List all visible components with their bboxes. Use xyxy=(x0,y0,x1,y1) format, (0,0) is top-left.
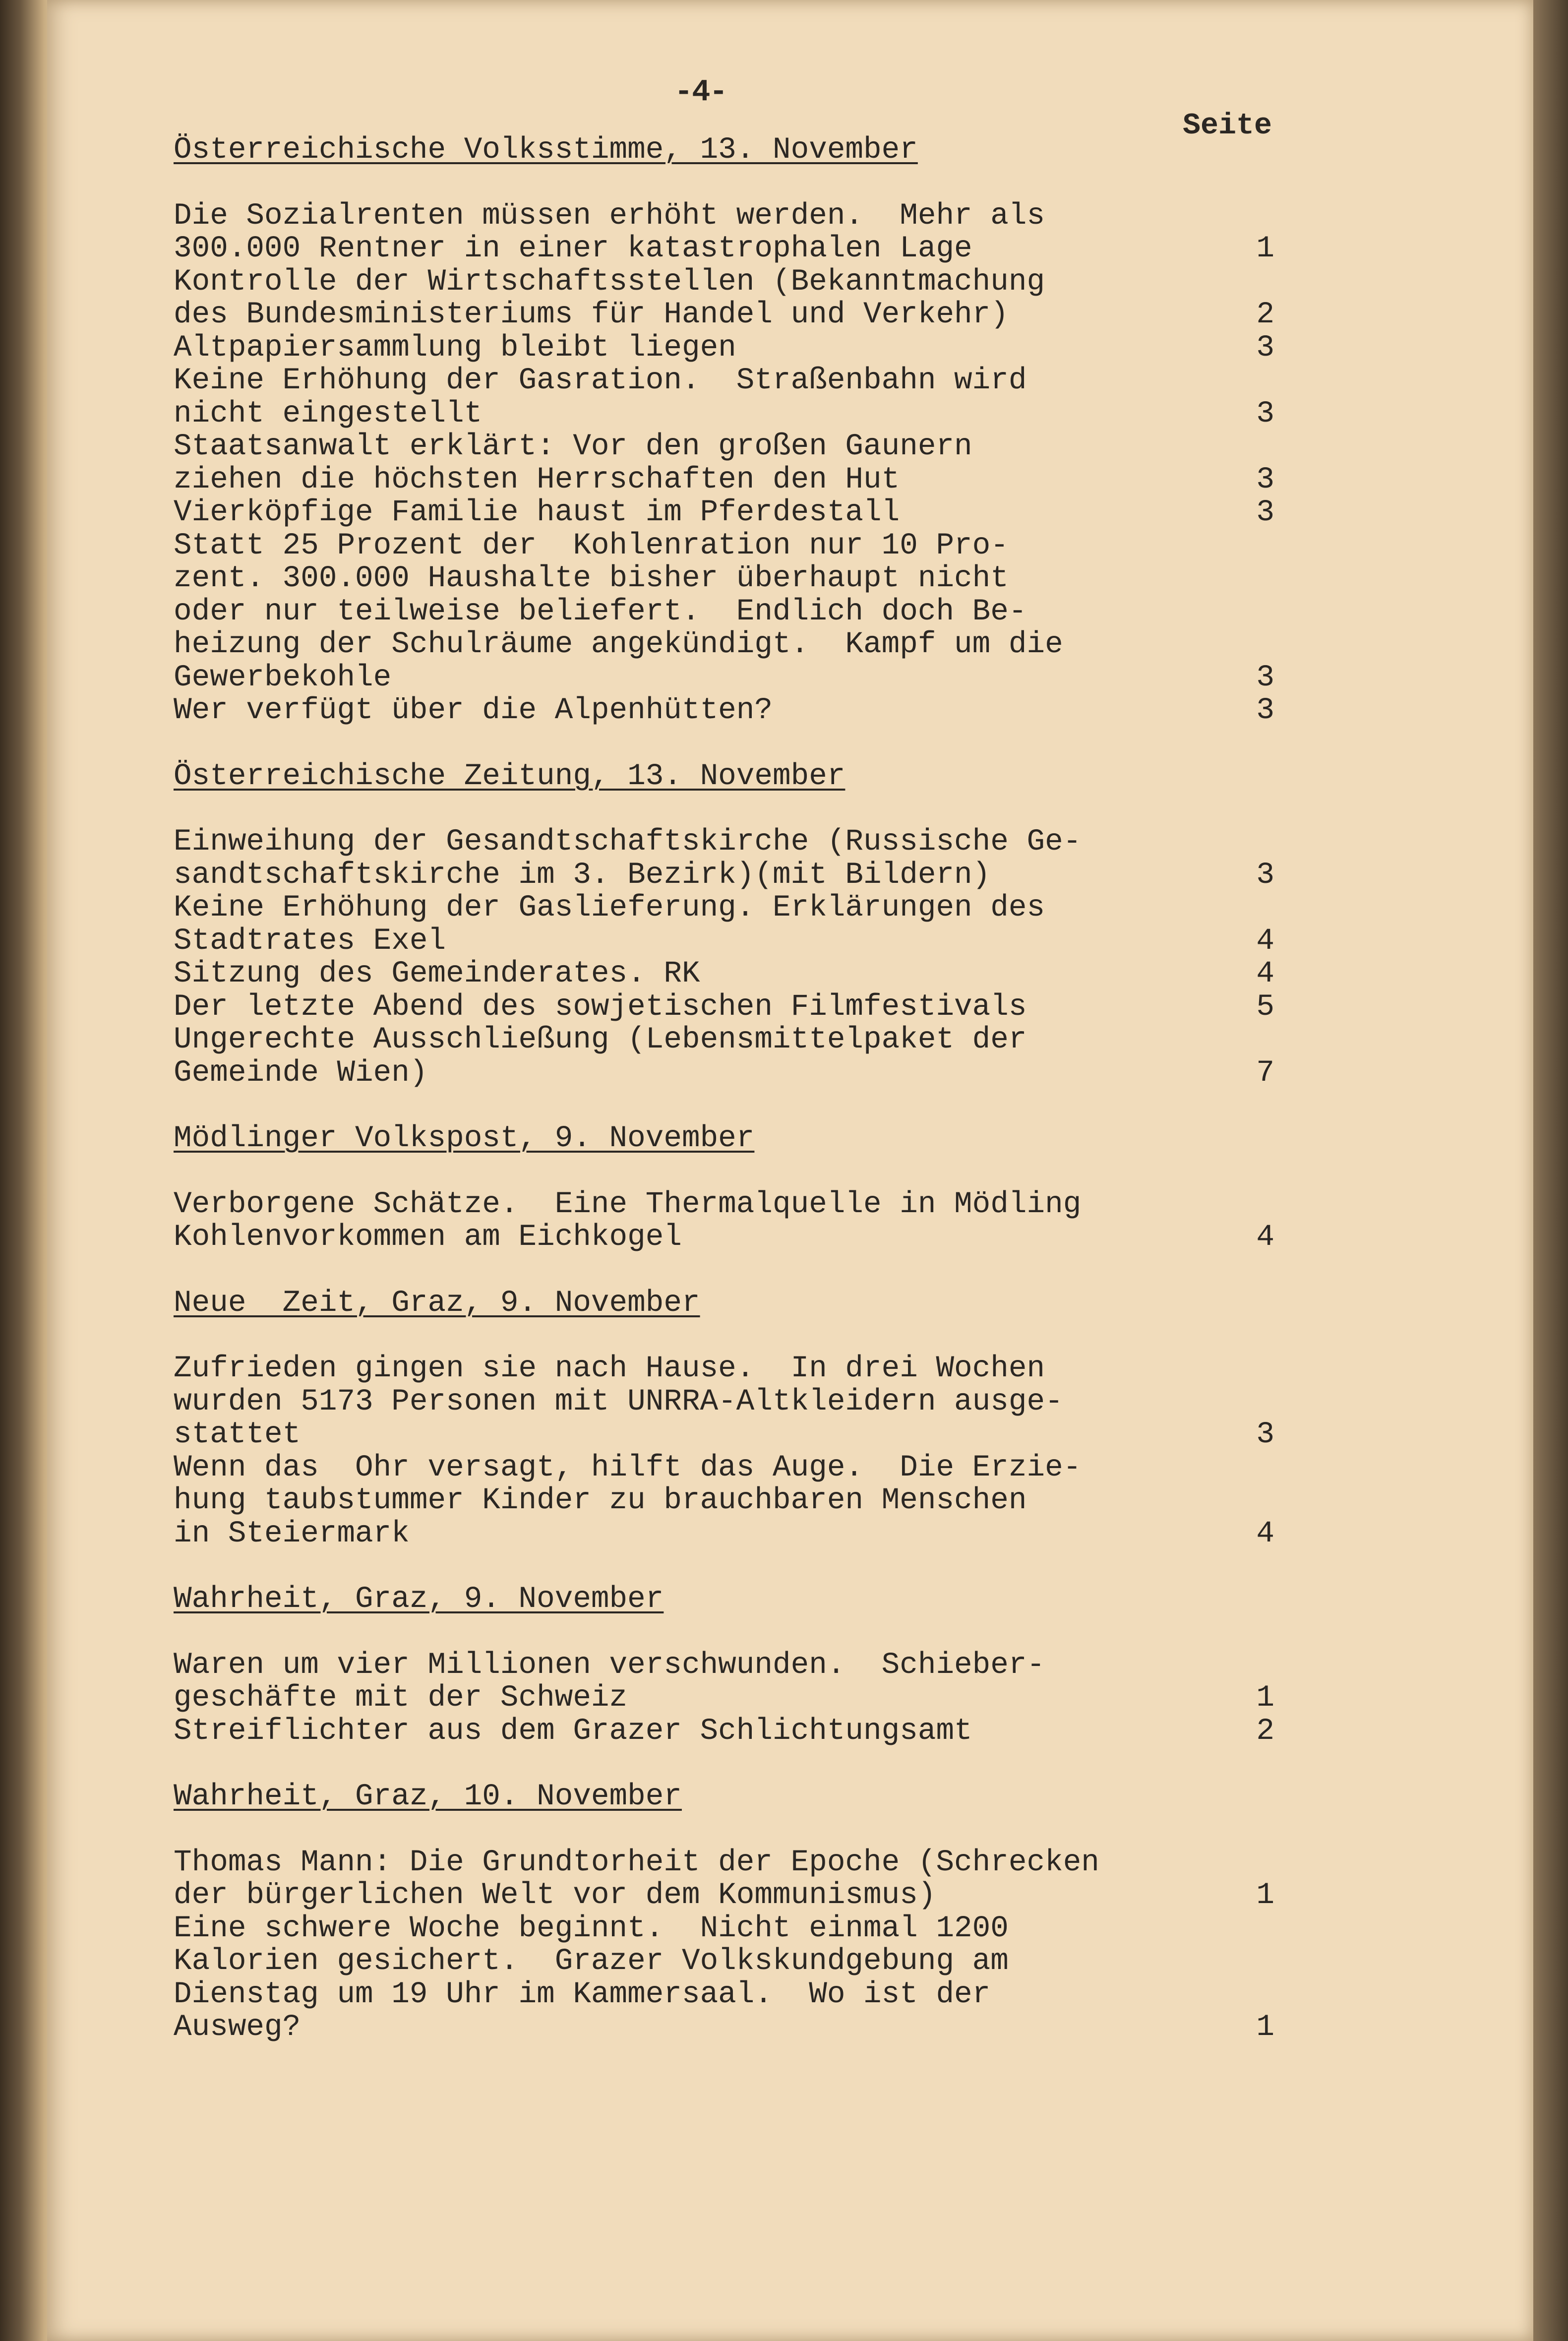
book-spine-shadow xyxy=(0,0,52,2341)
page-reference: 3 xyxy=(1256,660,1274,695)
page-reference: 1 xyxy=(1256,1681,1274,1715)
article-title-line: stattet xyxy=(174,1417,301,1452)
article-title-line: Streiflichter aus dem Grazer Schlichtungsamt xyxy=(174,1714,972,1748)
article-title-line: Zufrieden gingen sie nach Hause. In drei Wochen xyxy=(174,1352,1045,1386)
article-title-line: des Bundesministeriums für Handel und Verkehr) xyxy=(174,298,1009,332)
article-title-line: Der letzte Abend des sowjetischen Filmfestivals xyxy=(174,989,1027,1024)
page-reference: 2 xyxy=(1256,1714,1274,1748)
page-reference: 1 xyxy=(1256,2010,1274,2044)
article-title-line: 300.000 Rentner in einer katastrophalen Lage xyxy=(174,232,972,266)
page-column-header: Seite xyxy=(1183,109,1272,143)
article-title-line: Staatsanwalt erklärt: Vor den großen Gaunern xyxy=(174,430,972,464)
article-entry xyxy=(174,530,1274,695)
article-entry xyxy=(174,365,1274,431)
newspaper-title: Wahrheit, Graz, 9. November xyxy=(174,1582,664,1616)
page-reference: 3 xyxy=(1256,693,1274,728)
article-title-line: nicht eingestellt xyxy=(174,396,482,431)
article-title-line: Dienstag um 19 Uhr im Kammersaal. Wo ist der xyxy=(174,1977,991,2012)
newspaper-title: Österreichische Zeitung, 13. November xyxy=(174,759,845,794)
page-edge xyxy=(1533,0,1568,2341)
article-title-line: Gewerbekohle xyxy=(174,660,392,695)
article-entry xyxy=(174,266,1274,332)
page-reference: 4 xyxy=(1256,1220,1274,1254)
newspaper-section xyxy=(174,134,1274,728)
newspaper-section xyxy=(174,1781,1274,2044)
newspaper-title: Wahrheit, Graz, 10. November xyxy=(174,1780,682,1814)
article-title-line: Gemeinde Wien) xyxy=(174,1055,428,1090)
article-entry xyxy=(174,826,1274,892)
newspaper-section xyxy=(174,760,1274,1090)
page-reference: 4 xyxy=(1256,957,1274,991)
article-title-line: Die Sozialrenten müssen erhöht werden. Mehr als xyxy=(174,198,1045,233)
article-entry xyxy=(174,694,1274,728)
page-reference: 1 xyxy=(1256,1878,1274,1912)
article-entry xyxy=(174,431,1274,496)
article-title-line: oder nur teilweise beliefert. Endlich doch Be- xyxy=(174,594,1027,629)
article-title-line: Thomas Mann: Die Grundtorheit der Epoche (Schrecken xyxy=(174,1845,1099,1880)
page-reference: 3 xyxy=(1256,396,1274,431)
article-entry xyxy=(174,1649,1274,1715)
article-title-line: Sitzung des Gemeinderates. RK xyxy=(174,957,700,991)
article-entry xyxy=(174,332,1274,365)
article-title-line: sandtschaftskirche im 3. Bezirk)(mit Bildern) xyxy=(174,858,991,892)
page-reference: 4 xyxy=(1256,924,1274,958)
newspaper-title: Österreichische Volksstimme, 13. November xyxy=(174,133,918,167)
article-title-line: Keine Erhöhung der Gasration. Straßenbahn wird xyxy=(174,364,1027,398)
article-entry xyxy=(174,1024,1274,1090)
newspaper-title: Mödlinger Volkspost, 9. November xyxy=(174,1121,755,1156)
article-title-line: wurden 5173 Personen mit UNRRA-Altkleidern ausge- xyxy=(174,1384,1063,1419)
press-index xyxy=(174,134,1274,2077)
article-title-line: Wer verfügt über die Alpenhütten? xyxy=(174,693,773,728)
article-entry xyxy=(174,1912,1274,2044)
article-entry xyxy=(174,1188,1274,1254)
article-title-line: Einweihung der Gesandtschaftskirche (Russische Ge- xyxy=(174,825,1082,859)
article-title-line: der bürgerlichen Welt vor dem Kommunismus) xyxy=(174,1878,936,1912)
article-title-line: Kalorien gesichert. Grazer Volkskundgebung am xyxy=(174,1944,1009,1978)
article-title-line: Stadtrates Exel xyxy=(174,924,446,958)
page-reference: 4 xyxy=(1256,1516,1274,1551)
page-reference: 1 xyxy=(1256,232,1274,266)
page-reference: 3 xyxy=(1256,330,1274,365)
article-title-line: Vierköpfige Familie haust im Pferdestall xyxy=(174,495,900,530)
article-entry xyxy=(174,496,1274,530)
page-reference: 2 xyxy=(1256,298,1274,332)
article-title-line: Ungerechte Ausschließung (Lebensmittelpaket der xyxy=(174,1023,1027,1057)
article-title-line: ziehen die höchsten Herrschaften den Hut xyxy=(174,462,900,497)
article-title-line: Altpapiersammlung bleibt liegen xyxy=(174,330,736,365)
article-title-line: geschäfte mit der Schweiz xyxy=(174,1681,628,1715)
article-title-line: Eine schwere Woche beginnt. Nicht einmal 1200 xyxy=(174,1911,1009,1946)
article-title-line: Statt 25 Prozent der Kohlenration nur 10 Pro- xyxy=(174,528,1009,563)
article-title-line: Kohlenvorkommen am Eichkogel xyxy=(174,1220,682,1254)
article-title-line: hung taubstummer Kinder zu brauchbaren Menschen xyxy=(174,1483,1027,1518)
page-reference: 3 xyxy=(1256,495,1274,530)
article-title-line: Wenn das Ohr versagt, hilft das Auge. Die Erzie- xyxy=(174,1450,1082,1485)
newspaper-section xyxy=(174,1122,1274,1254)
article-title-line: in Steiermark xyxy=(174,1516,410,1551)
article-entry xyxy=(174,892,1274,958)
article-entry xyxy=(174,1715,1274,1748)
page-reference: 3 xyxy=(1256,462,1274,497)
article-entry xyxy=(174,1847,1274,1912)
article-title-line: Waren um vier Millionen verschwunden. Schieber- xyxy=(174,1648,1045,1682)
article-title-line: Keine Erhöhung der Gaslieferung. Erklärungen des xyxy=(174,891,1045,925)
article-title-line: Verborgene Schätze. Eine Thermalquelle in Mödling xyxy=(174,1187,1082,1222)
article-entry xyxy=(174,1353,1274,1452)
article-title-line: Ausweg? xyxy=(174,2010,301,2044)
article-entry xyxy=(174,1452,1274,1551)
newspaper-title: Neue Zeit, Graz, 9. November xyxy=(174,1286,700,1320)
article-entry xyxy=(174,200,1274,266)
article-entry xyxy=(174,991,1274,1024)
newspaper-section xyxy=(174,1583,1274,1748)
page-reference: 5 xyxy=(1256,989,1274,1024)
article-title-line: Kontrolle der Wirtschaftsstellen (Bekanntmachung xyxy=(174,264,1045,299)
page-reference: 7 xyxy=(1256,1055,1274,1090)
newspaper-section xyxy=(174,1287,1274,1551)
page-reference: 3 xyxy=(1256,1417,1274,1452)
article-entry xyxy=(174,958,1274,991)
page-number: -4- xyxy=(674,74,727,110)
article-title-line: heizung der Schulräume angekündigt. Kampf um die xyxy=(174,627,1063,662)
page-reference: 3 xyxy=(1256,858,1274,892)
article-title-line: zent. 300.000 Haushalte bisher überhaupt nicht xyxy=(174,561,1009,596)
